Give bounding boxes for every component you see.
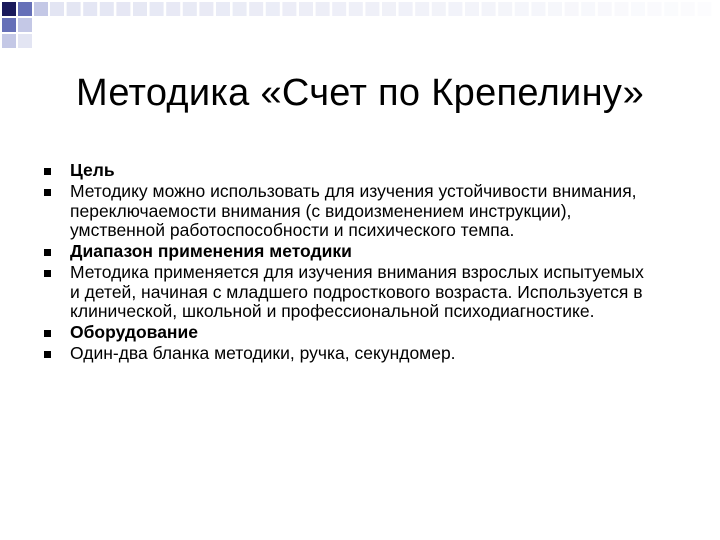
square-bullet-icon [44, 189, 51, 196]
pale-square [150, 2, 164, 16]
bullet-text: Оборудование [70, 322, 198, 342]
pale-square [365, 2, 379, 16]
square-bullet-icon [44, 330, 51, 337]
pale-square [166, 2, 180, 16]
pale-square [548, 2, 562, 16]
pale-square [581, 2, 595, 16]
bullet-item-equipment-heading [44, 323, 644, 343]
pale-square [482, 2, 496, 16]
bullet-item-scope-text [44, 263, 644, 322]
pale-square [515, 2, 529, 16]
pale-square [631, 2, 645, 16]
pale-square [598, 2, 612, 16]
pale-square [50, 2, 64, 16]
bullet-text: Один-два бланка методики, ручка, секундомер. [70, 343, 456, 363]
pale-square [18, 34, 32, 48]
pale-square [316, 2, 330, 16]
bullet-text: Цель [70, 160, 115, 180]
bullet-item-scope-heading [44, 242, 644, 262]
mid-square [18, 2, 32, 16]
bullet-item-goal-heading [44, 161, 644, 181]
pale-square [249, 2, 263, 16]
pale-square [100, 2, 114, 16]
pale-square [133, 2, 147, 16]
pale-square [349, 2, 363, 16]
bullet-text: Диапазон применения методики [70, 241, 352, 261]
pale-square [432, 2, 446, 16]
pale-square [614, 2, 628, 16]
bullet-text: Методика применяется для изучения внимания взрослых испытуемых и детей, начиная с младшего подросткового возраста. Используется в клинической, школьной и профессиональной психодиагностике. [70, 262, 644, 321]
pale-square [282, 2, 296, 16]
pale-square [266, 2, 280, 16]
pale-square [697, 2, 711, 16]
slide-title: Методика «Счет по Крепелину» [75, 72, 645, 114]
pale-square [299, 2, 313, 16]
pale-square [382, 2, 396, 16]
square-bullet-icon [44, 270, 51, 277]
decorative-square-pattern [0, 0, 720, 50]
pale-square [233, 2, 247, 16]
pale-square [465, 2, 479, 16]
pale-square [565, 2, 579, 16]
pale-square [415, 2, 429, 16]
square-bullet-icon [44, 168, 51, 175]
bullet-text: Методику можно использовать для изучения устойчивости внимания, переключаемости внимания (с видоизменением инструкции), умственной работоспособности и психического темпа. [70, 181, 637, 240]
pale-square [498, 2, 512, 16]
light-square [2, 34, 16, 48]
pale-square [648, 2, 662, 16]
square-bullet-icon [44, 249, 51, 256]
pale-square [183, 2, 197, 16]
pale-square [681, 2, 695, 16]
pale-square [216, 2, 230, 16]
pale-square [199, 2, 213, 16]
pale-square [399, 2, 413, 16]
bullet-item-goal-text [44, 182, 644, 241]
dark-square [2, 2, 16, 16]
pale-square [332, 2, 346, 16]
light-square [34, 2, 48, 16]
pale-square [67, 2, 81, 16]
bullet-item-equipment-text [44, 344, 644, 364]
light-square [18, 18, 32, 32]
square-bullet-icon [44, 351, 51, 358]
pale-square [664, 2, 678, 16]
mid-square [2, 18, 16, 32]
pale-square [116, 2, 130, 16]
pale-square [531, 2, 545, 16]
pale-square [448, 2, 462, 16]
pale-square [83, 2, 97, 16]
bullet-list [44, 161, 644, 365]
